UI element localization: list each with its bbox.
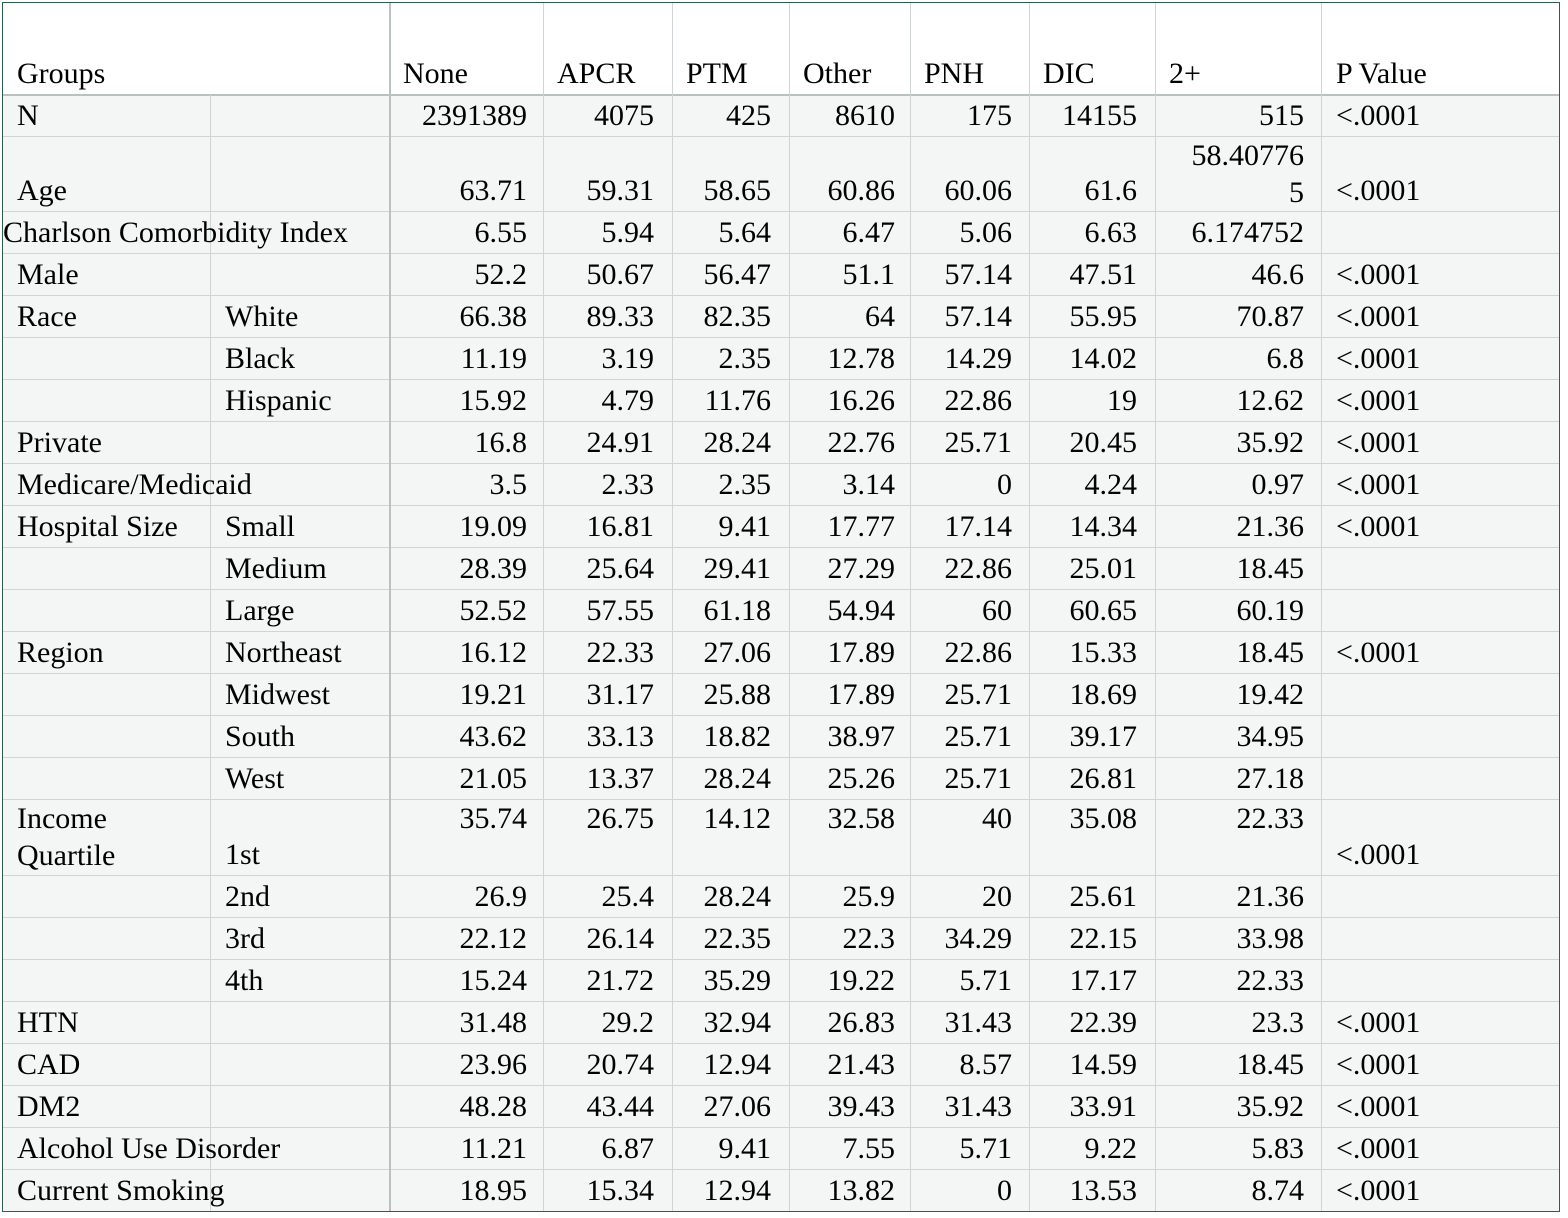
- cell-value: 23.3: [1251, 1006, 1304, 1039]
- cell-value: 6.47: [842, 216, 895, 249]
- p-value: <.0001: [1336, 1132, 1421, 1165]
- row-sub-label: Northeast: [225, 636, 342, 669]
- cell-value: 18.95: [459, 1174, 527, 1207]
- header-ptm: PTM: [686, 57, 748, 90]
- cell-value: 61.18: [703, 594, 771, 627]
- grid-row-line: [3, 253, 1559, 254]
- grid-row-line: [3, 505, 1559, 506]
- cell-value: 20: [982, 880, 1012, 913]
- grid-row-line: [3, 673, 1559, 674]
- cell-value: 5.83: [1251, 1132, 1304, 1165]
- cell-value: 18.45: [1236, 1048, 1304, 1081]
- row-sub-label: West: [225, 762, 285, 795]
- grid-row-line: [3, 959, 1559, 960]
- cell-value: 21.36: [1236, 880, 1304, 913]
- cell-value: 9.22: [1084, 1132, 1137, 1165]
- row-group-label: Private: [17, 426, 102, 459]
- cell-value: 35.92: [1236, 1090, 1304, 1123]
- grid-col-line: [789, 3, 790, 1212]
- cell-value: 9.41: [718, 510, 771, 543]
- cell-value: 11.21: [460, 1132, 527, 1165]
- cell-value: 13.37: [586, 762, 654, 795]
- grid-col-line: [672, 3, 673, 1212]
- cell-value: 32.58: [827, 802, 895, 835]
- cell-value: 25.9: [842, 880, 895, 913]
- grid-col-line: [389, 3, 391, 1212]
- cell-value: 6.87: [601, 1132, 654, 1165]
- row-group-label: Region: [17, 636, 104, 669]
- cell-value: 21.05: [459, 762, 527, 795]
- cell-value: 60.19: [1236, 594, 1304, 627]
- cell-value: 32.94: [703, 1006, 771, 1039]
- grid-col-line: [543, 3, 544, 1212]
- cell-value: 3.19: [601, 342, 654, 375]
- cell-value: 4.24: [1084, 468, 1137, 501]
- cell-value: 425: [726, 99, 771, 132]
- cell-value: 22.86: [944, 552, 1012, 585]
- header-two-plus: 2+: [1169, 57, 1201, 90]
- row-group-label: CAD: [17, 1048, 81, 1081]
- cell-value: 0: [997, 1174, 1012, 1207]
- cell-value: 14.12: [703, 802, 771, 835]
- cell-value: 16.8: [474, 426, 527, 459]
- cell-value: 22.76: [827, 426, 895, 459]
- cell-value: 15.34: [586, 1174, 654, 1207]
- grid-row-line: [3, 136, 1559, 137]
- cell-value: 22.86: [944, 636, 1012, 669]
- grid-row-line: [3, 1211, 1559, 1212]
- p-value: <.0001: [1336, 99, 1421, 132]
- cell-value: 13.53: [1069, 1174, 1137, 1207]
- row-sub-label: Large: [225, 594, 295, 627]
- cell-value: 55.95: [1069, 300, 1137, 333]
- cell-value: 22.33: [586, 636, 654, 669]
- cell-value: 25.4: [601, 880, 654, 913]
- grid-row-line: [3, 589, 1559, 590]
- cell-value: 31.43: [944, 1090, 1012, 1123]
- row-sub-label: White: [225, 300, 299, 333]
- cell-value: 60.65: [1069, 594, 1137, 627]
- cell-value: 39.17: [1069, 720, 1137, 753]
- cell-value: 26.75: [586, 802, 654, 835]
- cell-value: 6.55: [474, 216, 527, 249]
- grid-row-line: [3, 799, 1559, 800]
- p-value: <.0001: [1336, 174, 1421, 207]
- cell-value: 25.71: [944, 720, 1012, 753]
- p-value: <.0001: [1336, 468, 1421, 501]
- cell-value: 26.83: [827, 1006, 895, 1039]
- grid-row-line: [3, 1043, 1559, 1044]
- cell-value: 64: [865, 300, 895, 333]
- p-value: <.0001: [1336, 1174, 1421, 1207]
- cell-value: 18.82: [703, 720, 771, 753]
- cell-value: 34.29: [944, 922, 1012, 955]
- cell-value: 20.45: [1069, 426, 1137, 459]
- row-group-label: Male: [17, 258, 79, 291]
- spreadsheet-table: [2, 2, 1560, 1212]
- row-group-label: Hospital Size: [17, 510, 178, 543]
- cell-value: 22.3: [842, 922, 895, 955]
- row-band: [3, 1086, 1559, 1128]
- cell-value: 57.14: [944, 258, 1012, 291]
- cell-value: 2.35: [718, 468, 771, 501]
- cell-value: 56.47: [703, 258, 771, 291]
- cell-value: 33.91: [1069, 1090, 1137, 1123]
- cell-value: 15.33: [1069, 636, 1137, 669]
- cell-value: 18.45: [1236, 552, 1304, 585]
- p-value: <.0001: [1336, 258, 1421, 291]
- cell-value: 3.14: [842, 468, 895, 501]
- cell-value: 5.71: [959, 964, 1012, 997]
- grid-row-line: [3, 547, 1559, 548]
- cell-value: 60: [982, 594, 1012, 627]
- cell-value: 35.74: [459, 802, 527, 835]
- grid-row-line: [3, 1169, 1559, 1170]
- cell-value: 18.69: [1069, 678, 1137, 711]
- grid-col-line: [1029, 3, 1030, 1212]
- cell-value: 5.64: [718, 216, 771, 249]
- row-sub-label: 3rd: [225, 922, 265, 955]
- header-none: None: [403, 57, 468, 90]
- cell-value: 89.33: [586, 300, 654, 333]
- cell-value: 19.22: [827, 964, 895, 997]
- cell-value: 12.94: [703, 1048, 771, 1081]
- cell-value: 25.64: [586, 552, 654, 585]
- cell-value: 28.24: [703, 426, 771, 459]
- grid-row-line: [3, 757, 1559, 758]
- p-value: <.0001: [1336, 426, 1421, 459]
- p-value: <.0001: [1336, 838, 1421, 871]
- cell-value: 54.94: [827, 594, 895, 627]
- cell-value: 14.34: [1069, 510, 1137, 543]
- cell-value: 25.88: [703, 678, 771, 711]
- cell-value: 28.24: [703, 880, 771, 913]
- grid-row-line: [3, 295, 1559, 296]
- row-band: [3, 422, 1559, 464]
- cell-value: 31.43: [944, 1006, 1012, 1039]
- cell-value: 51.1: [842, 258, 895, 291]
- cell-value: 12.94: [703, 1174, 771, 1207]
- cell-value: 5.71: [959, 1132, 1012, 1165]
- cell-value: 27.29: [827, 552, 895, 585]
- cell-value: 61.6: [1084, 174, 1137, 207]
- header-dic: DIC: [1043, 57, 1095, 90]
- cell-value: 60.86: [827, 174, 895, 207]
- row-sub-label: Medium: [225, 552, 327, 585]
- cell-value: 19: [1107, 384, 1137, 417]
- grid-col-line: [910, 3, 911, 1212]
- cell-value: 52.2: [474, 258, 527, 291]
- row-group-label: HTN: [17, 1006, 79, 1039]
- header-groups: Groups: [17, 57, 106, 90]
- cell-value: 8.74: [1251, 1174, 1304, 1207]
- cell-value: 35.92: [1236, 426, 1304, 459]
- cell-value: 58.65: [703, 174, 771, 207]
- cell-value: 0.97: [1251, 468, 1304, 501]
- cell-value: 38.97: [827, 720, 895, 753]
- cell-value: 18.45: [1236, 636, 1304, 669]
- cell-value: 25.01: [1069, 552, 1137, 585]
- cell-value: 29.2: [601, 1006, 654, 1039]
- p-value: <.0001: [1336, 300, 1421, 333]
- cell-value: 82.35: [703, 300, 771, 333]
- cell-value: 26.9: [474, 880, 527, 913]
- cell-value: 24.91: [586, 426, 654, 459]
- cell-value: 15.92: [459, 384, 527, 417]
- cell-value: 14.59: [1069, 1048, 1137, 1081]
- cell-value: 0: [997, 468, 1012, 501]
- cell-value: 17.89: [827, 678, 895, 711]
- cell-value: 4075: [594, 99, 654, 132]
- cell-value: 21.36: [1236, 510, 1304, 543]
- cell-value: 19.09: [459, 510, 527, 543]
- grid-row-line: [3, 211, 1559, 212]
- row-group-label: Quartile: [17, 839, 116, 872]
- cell-value: 4.79: [601, 384, 654, 417]
- cell-value: 14.02: [1069, 342, 1137, 375]
- p-value: <.0001: [1336, 342, 1421, 375]
- cell-value: 26.14: [586, 922, 654, 955]
- row-sub-label: Hispanic: [225, 384, 332, 417]
- cell-value: 20.74: [586, 1048, 654, 1081]
- cell-value: 5.94: [601, 216, 654, 249]
- row-group-label: N: [17, 99, 39, 132]
- cell-value: 5.06: [959, 216, 1012, 249]
- cell-value: 25.71: [944, 762, 1012, 795]
- cell-value: 175: [967, 99, 1012, 132]
- p-value: <.0001: [1336, 384, 1421, 417]
- row-band: [3, 95, 1559, 137]
- cell-value: 17.77: [827, 510, 895, 543]
- p-value: <.0001: [1336, 1090, 1421, 1123]
- header-p-value: P Value: [1336, 57, 1427, 90]
- cell-value: 2.33: [601, 468, 654, 501]
- cell-value: 25.71: [944, 426, 1012, 459]
- cell-value: 22.33: [1236, 802, 1304, 835]
- cell-value: 3.5: [489, 468, 527, 501]
- row-band: [3, 1044, 1559, 1086]
- row-group-label: Medicare/Medicaid: [17, 468, 252, 501]
- header-apcr: APCR: [557, 57, 636, 90]
- cell-value: 31.48: [459, 1006, 527, 1039]
- cell-value: 29.41: [703, 552, 771, 585]
- grid-row-line: [3, 463, 1559, 464]
- cell-value: 27.06: [703, 1090, 771, 1123]
- row-sub-label: South: [225, 720, 296, 753]
- row-group-label: Race: [17, 300, 77, 333]
- cell-value: 8.57: [959, 1048, 1012, 1081]
- cell-value: 16.26: [827, 384, 895, 417]
- row-sub-label: 4th: [225, 964, 264, 997]
- grid-col-line: [1321, 3, 1322, 1212]
- cell-value: 31.17: [586, 678, 654, 711]
- cell-value: 59.31: [586, 174, 654, 207]
- cell-value: 22.39: [1069, 1006, 1137, 1039]
- cell-value: 57.14: [944, 300, 1012, 333]
- cell-value: 22.35: [703, 922, 771, 955]
- header-pnh: PNH: [924, 57, 985, 90]
- cell-value: 43.44: [586, 1090, 654, 1123]
- cell-value: 58.40776: [1191, 139, 1304, 172]
- row-band: [3, 254, 1559, 296]
- cell-value: 23.96: [459, 1048, 527, 1081]
- cell-value: 17.14: [944, 510, 1012, 543]
- cell-value: 11.76: [704, 384, 771, 417]
- cell-value: 19.42: [1236, 678, 1304, 711]
- row-band: [3, 137, 1559, 212]
- cell-value: 39.43: [827, 1090, 895, 1123]
- cell-value: 22.12: [459, 922, 527, 955]
- cell-value: 21.43: [827, 1048, 895, 1081]
- cell-value: 63.71: [459, 174, 527, 207]
- cell-value: 52.52: [459, 594, 527, 627]
- cell-value: 14.29: [944, 342, 1012, 375]
- cell-value: 2391389: [422, 99, 527, 132]
- grid-col-line: [1155, 3, 1156, 1212]
- cell-value: 7.55: [842, 1132, 895, 1165]
- cell-value: 14155: [1062, 99, 1137, 132]
- grid-row-line: [3, 337, 1559, 338]
- cell-value: 25.26: [827, 762, 895, 795]
- grid-row-line: [3, 421, 1559, 422]
- cell-value: 33.98: [1236, 922, 1304, 955]
- grid-row-line: [3, 379, 1559, 380]
- cell-value: 35.08: [1069, 802, 1137, 835]
- cell-value: 27.18: [1236, 762, 1304, 795]
- row-group-label: Charlson Comorbidity Index: [3, 216, 348, 249]
- grid-row-line: [3, 94, 1559, 96]
- cell-value: 11.19: [460, 342, 527, 375]
- grid-row-line: [3, 1085, 1559, 1086]
- row-band: [3, 3, 1559, 95]
- cell-value: 25.71: [944, 678, 1012, 711]
- cell-value: 515: [1259, 99, 1304, 132]
- p-value: <.0001: [1336, 1048, 1421, 1081]
- cell-value: 48.28: [459, 1090, 527, 1123]
- grid-row-line: [3, 1127, 1559, 1128]
- cell-value: 22.86: [944, 384, 1012, 417]
- grid-row-line: [3, 1001, 1559, 1002]
- cell-value: 13.82: [827, 1174, 895, 1207]
- cell-value: 22.15: [1069, 922, 1137, 955]
- cell-value: 16.81: [586, 510, 654, 543]
- cell-value: 66.38: [459, 300, 527, 333]
- grid-row-line: [3, 875, 1559, 876]
- cell-value: 8610: [835, 99, 895, 132]
- row-sub-label: Midwest: [225, 678, 330, 711]
- cell-value: 9.41: [718, 1132, 771, 1165]
- cell-value: 34.95: [1236, 720, 1304, 753]
- grid-row-line: [3, 715, 1559, 716]
- cell-value: 6.8: [1266, 342, 1304, 375]
- row-sub-label: 2nd: [225, 880, 270, 913]
- row-group-label: DM2: [17, 1090, 81, 1123]
- cell-value: 28.39: [459, 552, 527, 585]
- cell-value: 22.33: [1236, 964, 1304, 997]
- cell-value: 6.174752: [1191, 216, 1304, 249]
- cell-value: 5: [1289, 176, 1304, 209]
- row-band: [3, 1170, 1559, 1212]
- cell-value: 15.24: [459, 964, 527, 997]
- row-sub-label: Small: [225, 510, 296, 543]
- row-band: [3, 1002, 1559, 1044]
- row-sub-label: 1st: [225, 838, 261, 871]
- row-sub-label: Black: [225, 342, 295, 375]
- cell-value: 70.87: [1236, 300, 1304, 333]
- cell-value: 46.6: [1251, 258, 1304, 291]
- cell-value: 16.12: [459, 636, 527, 669]
- cell-value: 28.24: [703, 762, 771, 795]
- p-value: <.0001: [1336, 510, 1421, 543]
- cell-value: 19.21: [459, 678, 527, 711]
- cell-value: 57.55: [586, 594, 654, 627]
- grid-row-line: [3, 917, 1559, 918]
- cell-value: 43.62: [459, 720, 527, 753]
- cell-value: 12.62: [1236, 384, 1304, 417]
- row-group-label: Current Smoking: [17, 1174, 225, 1207]
- p-value: <.0001: [1336, 636, 1421, 669]
- cell-value: 25.61: [1069, 880, 1137, 913]
- cell-value: 17.89: [827, 636, 895, 669]
- cell-value: 6.63: [1084, 216, 1137, 249]
- cell-value: 27.06: [703, 636, 771, 669]
- grid-row-line: [3, 631, 1559, 632]
- header-other: Other: [803, 57, 872, 90]
- p-value: <.0001: [1336, 1006, 1421, 1039]
- cell-value: 26.81: [1069, 762, 1137, 795]
- grid-col-line: [210, 95, 211, 1212]
- cell-value: 35.29: [703, 964, 771, 997]
- row-group-label: Income: [17, 802, 107, 835]
- cell-value: 33.13: [586, 720, 654, 753]
- cell-value: 21.72: [586, 964, 654, 997]
- cell-value: 47.51: [1069, 258, 1137, 291]
- cell-value: 17.17: [1069, 964, 1137, 997]
- cell-value: 40: [982, 802, 1012, 835]
- cell-value: 2.35: [718, 342, 771, 375]
- cell-value: 50.67: [586, 258, 654, 291]
- row-group-label: Age: [17, 174, 67, 207]
- row-group-label: Alcohol Use Disorder: [17, 1132, 281, 1165]
- cell-value: 12.78: [827, 342, 895, 375]
- cell-value: 60.06: [944, 174, 1012, 207]
